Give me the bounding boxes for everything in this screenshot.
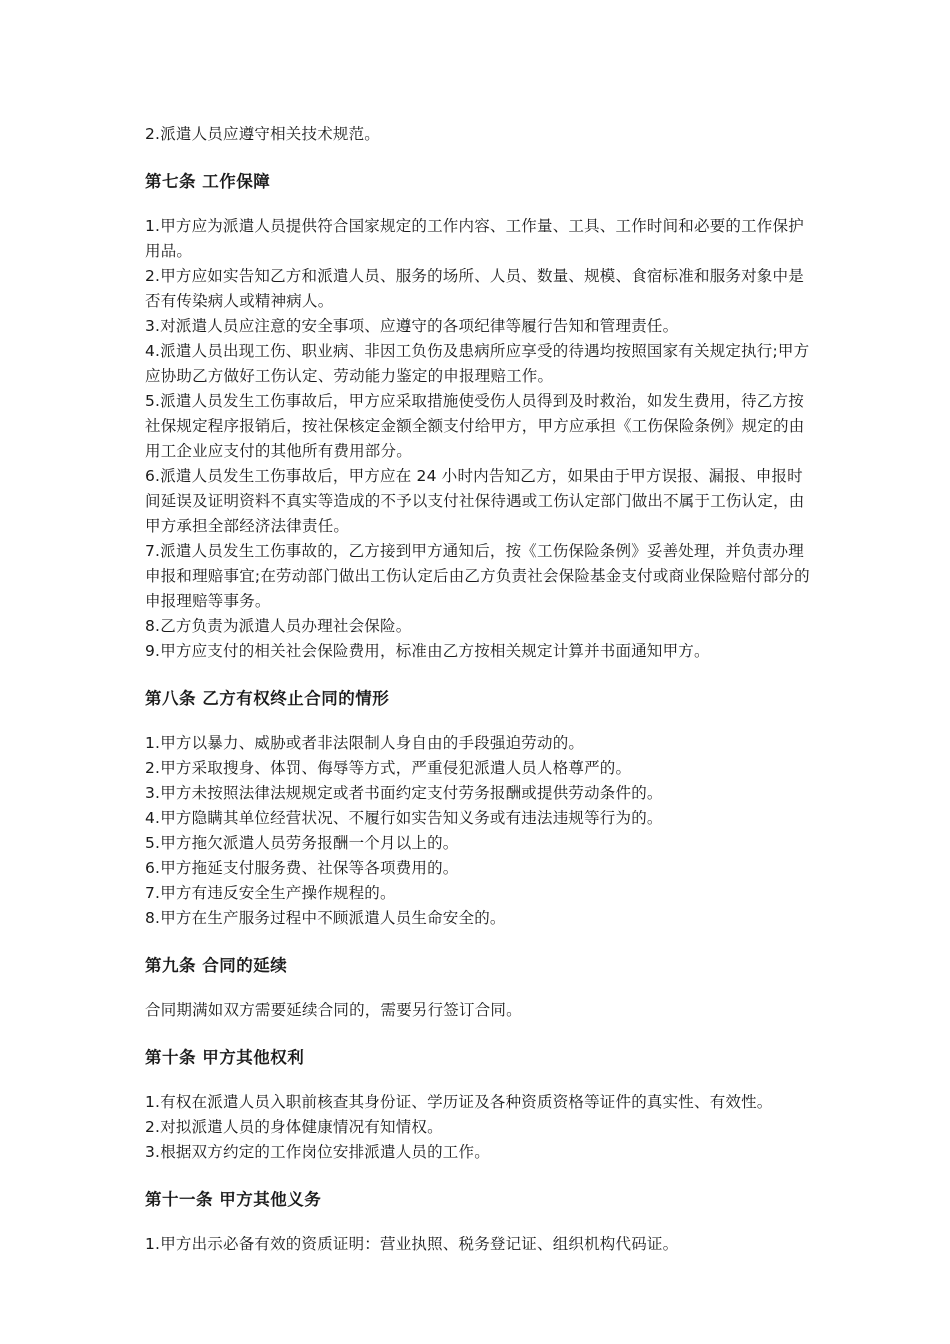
clause-item: 1.有权在派遣人员入职前核查其身份证、学历证及各种资质资格等证件的真实性、有效性。 [145,1093,773,1111]
clause-item: 6.派遣人员发生工伤事故后，甲方应在 24 小时内告知乙方，如果由于甲方误报、漏报、申报时间延误及证明资料不真实等造成的不予以支付社保待遇或工伤认定部门做出不属于工伤认定，由甲方承担全部经济法律责任。 [145,467,805,535]
section-article-9 [145,953,815,1023]
clause-item: 7.派遣人员发生工伤事故的，乙方接到甲方通知后，按《工伤保险条例》妥善处理，并负责办理申报和理赔事宜;在劳动部门做出工伤认定后由乙方负责社会保险基金支付或商业保险赔付部分的申报理赔等事务。 [145,542,810,610]
section-body [145,998,815,1023]
clause-item: 6.甲方拖延支付服务费、社保等各项费用的。 [145,859,459,877]
clause-item: 3.对派遣人员应注意的安全事项、应遵守的各项纪律等履行告知和管理责任。 [145,317,679,335]
clause-item: 4.甲方隐瞒其单位经营状况、不履行如实告知义务或有违法违规等行为的。 [145,809,663,827]
section-body [145,1090,815,1165]
clause-item: 合同期满如双方需要延续合同的，需要另行签订合同。 [145,1001,522,1019]
document-body [145,122,815,1257]
clause-item: 8.乙方负责为派遣人员办理社会保险。 [145,617,412,635]
clause-item: 3.甲方未按照法律法规规定或者书面约定支付劳务报酬或提供劳动条件的。 [145,784,663,802]
clause-item: 9.甲方应支付的相关社会保险费用，标准由乙方按相关规定计算并书面通知甲方。 [145,642,710,660]
section-article-10 [145,1045,815,1165]
clause-item: 3.根据双方约定的工作岗位安排派遣人员的工作。 [145,1143,490,1161]
lead-paragraph: 2.派遣人员应遵守相关技术规范。 [145,125,380,143]
section-heading: 第九条 合同的延续 [145,956,288,975]
section-body [145,731,815,931]
clause-item: 2.甲方采取搜身、体罚、侮辱等方式，严重侵犯派遣人员人格尊严的。 [145,759,632,777]
section-article-8 [145,686,815,931]
clause-item: 1.甲方应为派遣人员提供符合国家规定的工作内容、工作量、工具、工作时间和必要的工作保护用品。 [145,217,804,260]
clause-item: 2.甲方应如实告知乙方和派遣人员、服务的场所、人员、数量、规模、食宿标准和服务对象中是否有传染病人或精神病人。 [145,267,804,310]
section-article-11 [145,1187,815,1257]
clause-item: 2.对拟派遣人员的身体健康情况有知情权。 [145,1118,443,1136]
clause-item: 4.派遣人员出现工伤、职业病、非因工负伤及患病所应享受的待遇均按照国家有关规定执行;甲方应协助乙方做好工伤认定、劳动能力鉴定的申报理赔工作。 [145,342,810,385]
section-heading: 第十条 甲方其他权利 [145,1048,305,1067]
clause-item: 5.派遣人员发生工伤事故后，甲方应采取措施使受伤人员得到及时救治，如发生费用，待乙方按社保规定程序报销后，按社保核定金额全额支付给甲方，甲方应承担《工伤保险条例》规定的由用工企业应支付的其他所有费用部分。 [145,392,805,460]
clause-item: 7.甲方有违反安全生产操作规程的。 [145,884,396,902]
section-article-7 [145,169,815,664]
section-body [145,214,815,664]
clause-item: 1.甲方以暴力、威胁或者非法限制人身自由的手段强迫劳动的。 [145,734,585,752]
clause-item: 8.甲方在生产服务过程中不顾派遣人员生命安全的。 [145,909,506,927]
section-heading: 第十一条 甲方其他义务 [145,1190,322,1209]
section-heading: 第七条 工作保障 [145,172,271,191]
section-body [145,1232,815,1257]
section-heading: 第八条 乙方有权终止合同的情形 [145,689,390,708]
clause-item: 5.甲方拖欠派遣人员劳务报酬一个月以上的。 [145,834,459,852]
clause-item: 1.甲方出示必备有效的资质证明：营业执照、税务登记证、组织机构代码证。 [145,1235,679,1253]
